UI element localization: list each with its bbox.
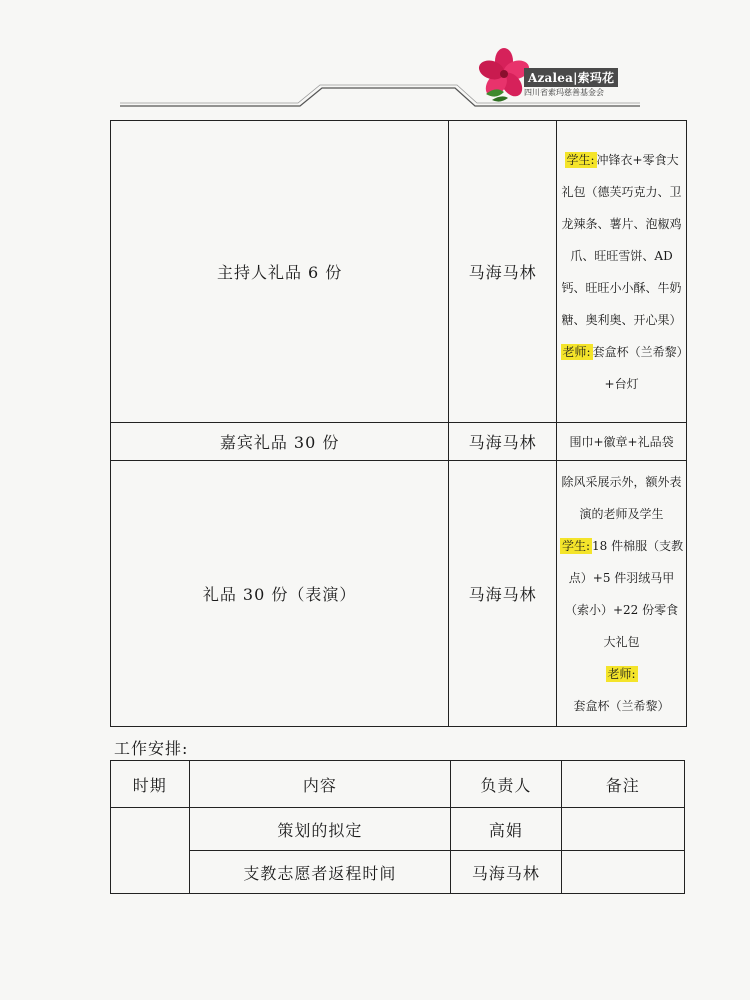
note-label-student: 学生: [561,538,591,553]
note-label-teacher: 老师: [562,344,591,359]
cell-owner: 高娟 [451,808,561,851]
note-text: 套盒杯（兰希黎）+台灯 [592,344,683,391]
header-remark: 备注 [561,761,684,808]
table-row [111,851,685,894]
cell-period [111,808,190,894]
header-content: 内容 [189,761,451,808]
foundation-logo [478,48,638,108]
cell-remark [561,808,684,851]
cell-content: 策划的拟定 [189,808,451,851]
note-block [559,144,684,336]
note-block [559,530,684,658]
gift-table [110,120,687,727]
note-text: 套盒杯（兰希黎） [573,698,670,713]
note-block [559,658,684,722]
table-row [111,808,685,851]
gift-notes: 围巾+徽章+礼品袋 [557,423,687,461]
table-row [111,121,687,423]
work-table [110,760,685,894]
header-period: 时期 [111,761,190,808]
cell-owner: 马海马林 [451,851,561,894]
logo-subtitle: 四川省索玛慈善基金会 [524,88,604,97]
note-block [559,336,684,400]
table-row [111,423,687,461]
table-header-row [111,761,685,808]
note-text: 除风采展示外，额外表演的老师及学生 [561,474,682,521]
logo-name: Azalea|索玛花 [524,68,618,87]
note-block [559,466,684,530]
header-owner: 负责人 [451,761,561,808]
gift-item: 嘉宾礼品 30 份 [111,423,449,461]
gift-owner: 马海马林 [449,461,557,727]
note-label-teacher: 老师: [607,666,636,681]
gift-notes [557,121,687,423]
table-row [111,461,687,727]
gift-item: 主持人礼品 6 份 [111,121,449,423]
cell-remark [561,851,684,894]
note-text: 冲锋衣+零食大礼包（德芙巧克力、卫龙辣条、薯片、泡椒鸡爪、旺旺雪饼、AD 钙、旺旺小小酥、牛奶糖、奥利奥、开心果） [561,152,682,327]
note-label-student: 学生: [566,152,595,167]
gift-item: 礼品 30 份（表演） [111,461,449,727]
gift-owner: 马海马林 [449,121,557,423]
work-section-title: 工作安排: [114,739,189,758]
gift-notes [557,461,687,727]
note-text: 18 件棉服（支教点）+5 件羽绒马甲（索小）+22 份零食大礼包 [564,538,684,649]
cell-content: 支教志愿者返程时间 [189,851,451,894]
gift-owner: 马海马林 [449,423,557,461]
